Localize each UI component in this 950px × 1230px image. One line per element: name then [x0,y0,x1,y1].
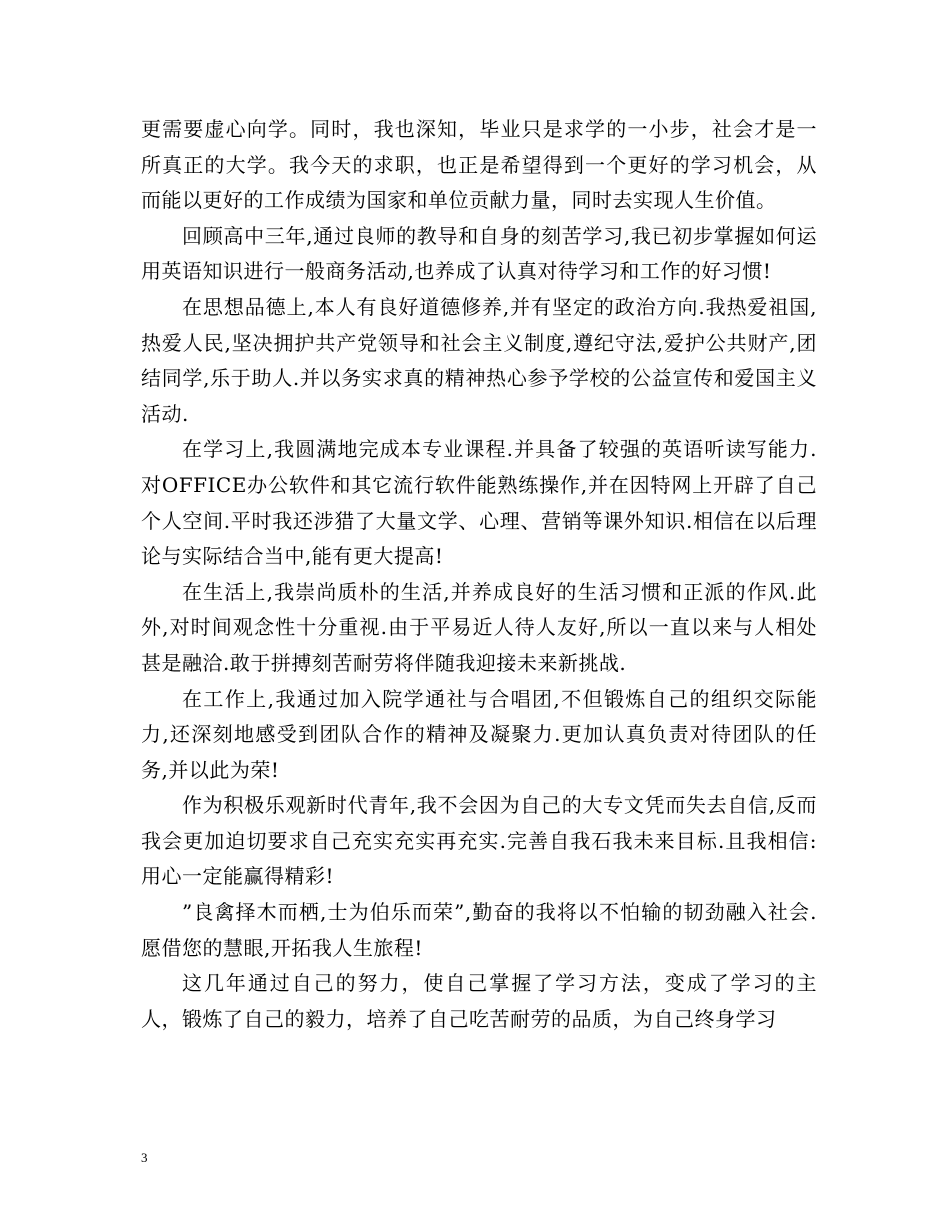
paragraph: 在思想品德上,本人有良好道德修养,并有坚定的政治方向.我热爱祖国,热爱人民,坚决拥护共产党领导和社会主义制度,遵纪守法,爱护公共财产,团结同学,乐于助人.并以务实求真的精神热心参予学校的公益宣传和爱国主义活动. [141,294,817,426]
paragraph: 这几年通过自己的努力，使自己掌握了学习方法，变成了学习的主人，锻炼了自己的毅力，培养了自己吃苦耐劳的品质，为自己终身学习 [141,971,817,1031]
paragraph: 在学习上,我圆满地完成本专业课程.并具备了较强的英语听读写能力.对OFFICE办公软件和其它流行软件能熟练操作,并在因特网上开辟了自己个人空间.平时我还涉猎了大量文学、心理、营销等课外知识.相信在以后理论与实际结合当中,能有更大提高! [141,437,817,569]
page-number: 3 [141,1150,148,1165]
paragraph: 作为积极乐观新时代青年,我不会因为自己的大专文凭而失去自信,反而我会更加迫切要求自己充实充实再充实.完善自我石我未来目标.且我相信:用心一定能赢得精彩! [141,793,817,889]
paragraph: 回顾高中三年,通过良师的教导和自身的刻苦学习,我已初步掌握如何运用英语知识进行一般商务活动,也养成了认真对待学习和工作的好习惯! [141,223,817,284]
paragraph: ”良禽择木而栖,士为伯乐而荣”,勤奋的我将以不怕输的韧劲融入社会.愿借您的慧眼,开拓我人生旅程! [141,900,817,960]
body-text [141,112,817,1037]
paragraph: 在生活上,我崇尚质朴的生活,并养成良好的生活习惯和正派的作风.此外,对时间观念性十分重视.由于平易近人待人友好,所以一直以来与人相处甚是融洽.敢于拼搏刻苦耐劳将伴随我迎接未来新挑战. [141,579,817,675]
paragraph: 更需要虚心向学。同时，我也深知，毕业只是求学的一小步，社会才是一所真正的大学。我今天的求职，也正是希望得到一个更好的学习机会，从而能以更好的工作成绩为国家和单位贡献力量，同时去实现人生价值。 [141,117,817,213]
paragraph: 在工作上,我通过加入院学通社与合唱团,不但锻炼自己的组织交际能力,还深刻地感受到团队合作的精神及凝聚力.更加认真负责对待团队的任务,并以此为荣! [141,686,817,782]
